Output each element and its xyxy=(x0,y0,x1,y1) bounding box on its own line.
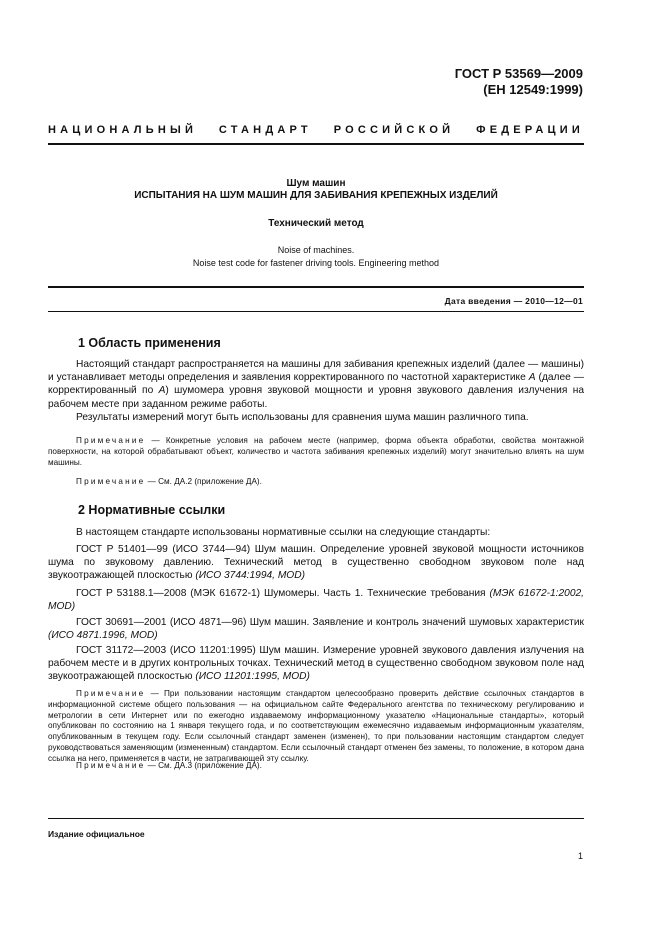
gost-number: ГОСТ Р 53569—2009 xyxy=(454,66,583,81)
english-title-line-2: Noise test code for fastener driving tools. Engineering method xyxy=(192,258,440,268)
national-standard-title: НАЦИОНАЛЬНЫЙ СТАНДАРТ РОССИЙСКОЙ ФЕДЕРАЦИИ xyxy=(48,124,584,136)
gost-identifier xyxy=(455,66,583,98)
en-number: (ЕН 12549:1999) xyxy=(483,82,583,97)
reference-gost-r-51401: ГОСТ Р 51401—99 (ИСО 3744—94) Шум машин. Определение уровней звуковой мощности источников шума по звуковому давлению. Технический метод в существенно свободном звуковом поле над звукоотражающей плоскостью (ИСО 3744:1994, MOD) xyxy=(48,544,584,582)
section-1-heading: 1 Область применения xyxy=(78,336,221,350)
header-divider xyxy=(48,143,584,145)
section-2-note-1: Примечание — При пользовании настоящим стандартом целесообразно проверить действие ссылочных стандартов в информационной системе общего пользования — на официальном сайте Федерального агентства по техническому регулированию и метрологии в сети Интернет или по ежегодно издаваемому информационному указателю «Национальные стандарты», который опубликован по состоянию на 1 января текущего года, и по соответствующим ежемесячно издаваемым информационным указателям, опубликованным в текущем году. Если ссылочный стандарт заменен (изменен), то при пользовании настоящим стандартом следует руководствоваться заменяющим (измененным) стандартом. Если ссылочный стандарт отменен без замены, то положение, в котором дана ссылка на него, применяется в части, не затрагивающей эту ссылку. xyxy=(48,689,584,763)
section-1-note-1: Примечание — Конкретные условия на рабочем месте (например, форма объекта обработки, свойства монтажной поверхности, на которой обрабатывают объект, количество и частота забивания крепежных изделий) могут значительно влиять на шум машины. xyxy=(48,436,584,467)
english-title-line-1: Noise of machines. xyxy=(277,245,355,255)
reference-gost-30691: ГОСТ 30691—2001 (ИСО 4871—96) Шум машин. Заявление и контроль значений шумовых характеристик (ИСО 4871.1996, MOD) xyxy=(48,617,584,642)
reference-gost-r-53188: ГОСТ Р 53188.1—2008 (МЭК 61672-1) Шумомеры. Часть 1. Технические требования (МЭК 61672-1:2002, MOD) xyxy=(48,588,585,613)
english-title xyxy=(48,244,584,270)
section-1-paragraph-1: Настоящий стандарт распространяется на машины для забивания крепежных изделий (далее — машины) и устанавливает методы определения и заявления корректированного по частотной характеристике А (далее — корректированный по А) шумомера уровня звуковой мощности и уровня звукового давления излучения на рабочем месте при заданном режиме работы. xyxy=(48,359,584,410)
official-edition-label: Издание официальное xyxy=(48,829,145,839)
date-divider xyxy=(48,311,584,312)
page-number: 1 xyxy=(577,851,583,861)
section-1-note-2: Примечание — См. ДА.2 (приложение ДА). xyxy=(76,477,262,486)
section-2-note-2: Примечание — См. ДА.3 (приложение ДА). xyxy=(76,761,262,770)
footer-divider xyxy=(48,818,584,819)
document-title: ИСПЫТАНИЯ НА ШУМ МАШИН ДЛЯ ЗАБИВАНИЯ КРЕПЕЖНЫХ ИЗДЕЛИЙ xyxy=(134,190,498,201)
document-subject: Шум машин xyxy=(286,178,346,189)
section-1-paragraph-2: Результаты измерений могут быть использованы для сравнения шума машин различного типа. xyxy=(76,412,529,423)
document-subtitle: Технический метод xyxy=(268,218,364,229)
reference-gost-31172: ГОСТ 31172—2003 (ИСО 11201:1995) Шум машин. Измерение уровней звукового давления излучения на рабочем месте и в других контрольных точках. Технический метод в существенно свободном звуковом поле над звукоотражающей плоскостью (ИСО 11201:1995, MOD) xyxy=(48,645,584,683)
introduction-date: Дата введения — 2010—12—01 xyxy=(444,296,583,306)
title-divider xyxy=(48,286,584,288)
section-2-intro: В настоящем стандарте использованы нормативные ссылки на следующие стандарты: xyxy=(76,527,491,538)
section-2-heading: 2 Нормативные ссылки xyxy=(78,503,226,517)
